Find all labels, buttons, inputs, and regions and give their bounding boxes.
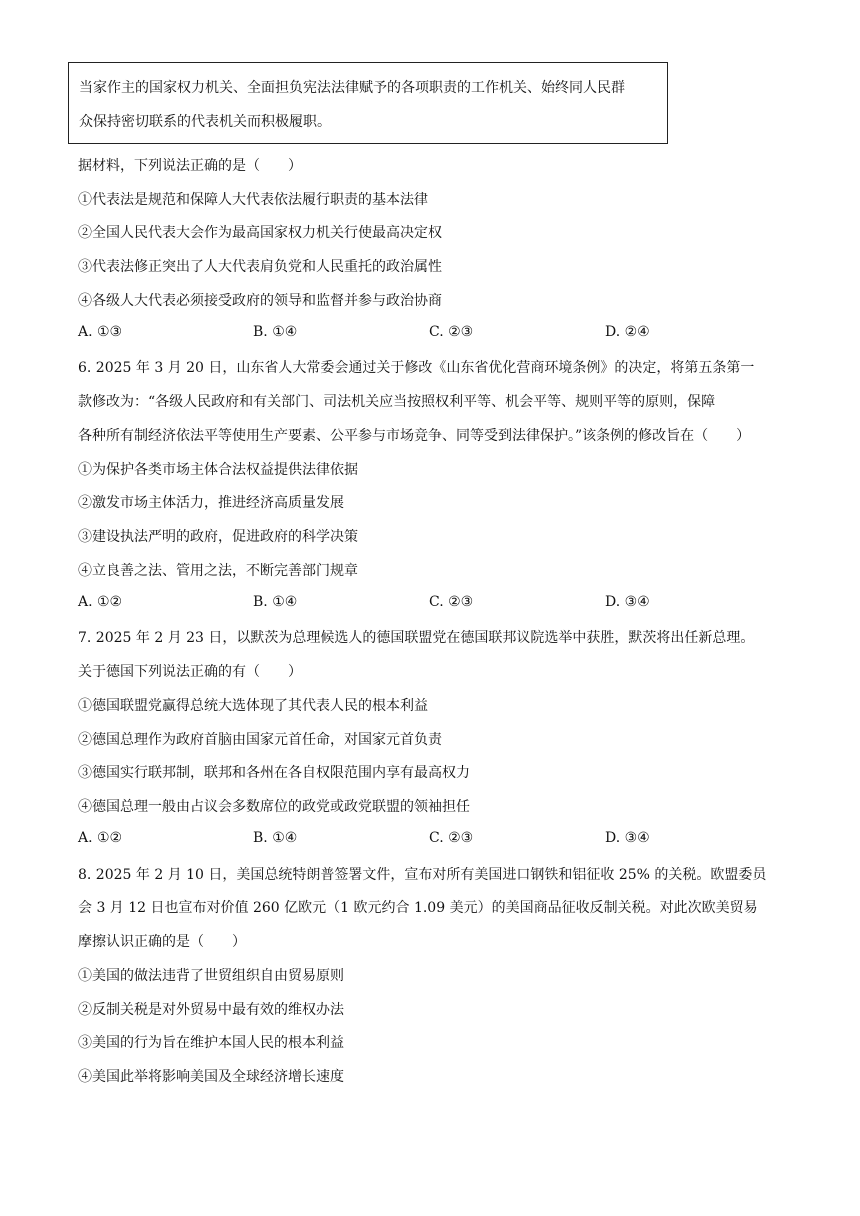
q8-item-2: ②反制关税是对外贸易中最有效的维权办法 (78, 1002, 344, 1018)
q7-item-3: ③德国实行联邦制，联邦和各州在各自权限范围内享有最高权力 (78, 765, 470, 781)
q7-item-2: ②德国总理作为政府首脑由国家元首任命，对国家元首负责 (78, 732, 442, 748)
q6-item-1: ①为保护各类市场主体合法权益提供法律依据 (78, 462, 358, 478)
q5-item-2: ②全国人民代表大会作为最高国家权力机关行使最高决定权 (78, 225, 442, 241)
material-box (68, 62, 668, 144)
q6-option-d[interactable]: D. ③④ (605, 594, 650, 610)
q8-stem-line-1: 8. 2025 年 2 月 10 日，美国总统特朗普签署文件，宣布对所有美国进口钢铁和铝征收 25% 的关税。欧盟委员 (78, 867, 767, 883)
q8-item-4: ④美国此举将影响美国及全球经济增长速度 (78, 1069, 344, 1085)
q5-stem: 据材料，下列说法正确的是（ ） (78, 158, 302, 174)
q7-option-a[interactable]: A. ①② (78, 830, 123, 846)
q5-item-1: ①代表法是规范和保障人大代表依法履行职责的基本法律 (78, 192, 428, 208)
q6-item-3: ③建设执法严明的政府，促进政府的科学决策 (78, 529, 358, 545)
q6-item-2: ②激发市场主体活力，推进经济高质量发展 (78, 495, 344, 511)
q6-stem-line-2: 款修改为：“各级人民政府和有关部门、司法机关应当按照权利平等、机会平等、规则平等的原则，保障 (78, 394, 716, 410)
q8-item-1: ①美国的做法违背了世贸组织自由贸易原则 (78, 968, 344, 984)
q5-item-3: ③代表法修正突出了人大代表肩负党和人民重托的政治属性 (78, 259, 442, 275)
q7-item-1: ①德国联盟党赢得总统大选体现了其代表人民的根本利益 (78, 698, 428, 714)
material-line-2: 众保持密切联系的代表机关而积极履职。 (79, 114, 331, 130)
q8-stem-line-3: 摩擦认识正确的是（ ） (78, 934, 246, 950)
q8-item-3: ③美国的行为旨在维护本国人民的根本利益 (78, 1035, 344, 1051)
q6-option-a[interactable]: A. ①② (78, 594, 123, 610)
q7-option-b[interactable]: B. ①④ (253, 830, 298, 846)
q7-item-4: ④德国总理一般由占议会多数席位的政党或政党联盟的领袖担任 (78, 799, 470, 815)
q6-option-b[interactable]: B. ①④ (253, 594, 298, 610)
q7-stem-line-2: 关于德国下列说法正确的有（ ） (78, 664, 302, 680)
q5-item-4: ④各级人大代表必须接受政府的领导和监督并参与政治协商 (78, 293, 442, 309)
q6-stem-line-3: 各种所有制经济依法平等使用生产要素、公平参与市场竞争、同等受到法律保护。”该条例的修改旨在（ ） (78, 428, 751, 444)
material-line-1: 当家作主的国家权力机关、全面担负宪法法律赋予的各项职责的工作机关、始终同人民群 (79, 80, 625, 96)
q7-option-c[interactable]: C. ②③ (429, 830, 474, 846)
q5-option-d[interactable]: D. ②④ (605, 324, 650, 340)
q5-option-b[interactable]: B. ①④ (253, 324, 298, 340)
q7-option-d[interactable]: D. ③④ (605, 830, 650, 846)
q5-option-a[interactable]: A. ①③ (78, 324, 123, 340)
q6-item-4: ④立良善之法、管用之法，不断完善部门规章 (78, 563, 358, 579)
q8-stem-line-2: 会 3 月 12 日也宣布对价值 260 亿欧元（1 欧元约合 1.09 美元）的美国商品征收反制关税。对此次欧美贸易 (78, 900, 758, 916)
q5-option-c[interactable]: C. ②③ (429, 324, 474, 340)
q6-stem-line-1: 6. 2025 年 3 月 20 日，山东省人大常委会通过关于修改《山东省优化营商环境条例》的决定，将第五条第一 (78, 360, 755, 376)
q6-option-c[interactable]: C. ②③ (429, 594, 474, 610)
q7-stem-line-1: 7. 2025 年 2 月 23 日，以默茨为总理候选人的德国联盟党在德国联邦议院选举中获胜，默茨将出任新总理。 (78, 630, 755, 646)
